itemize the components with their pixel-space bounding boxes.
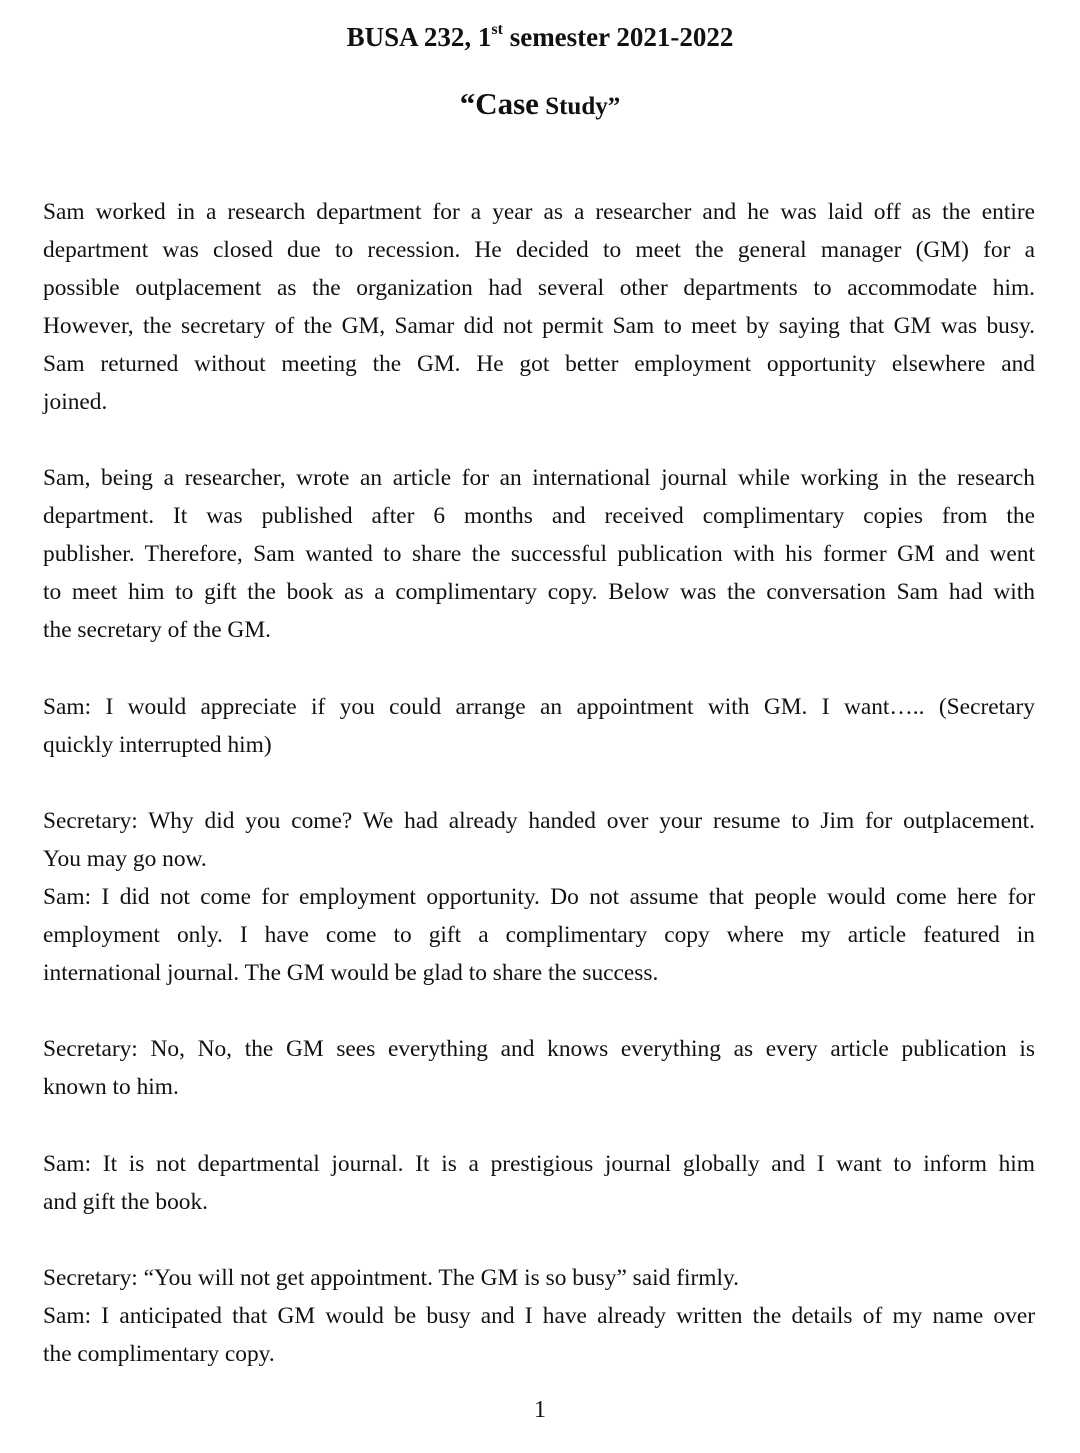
- dialogue-sam-request: [43, 688, 1035, 764]
- dialogue-sam-prestigious: [43, 1145, 1035, 1221]
- text-line: possible outplacement as the organization had several other departments to accommodate him.: [43, 275, 1035, 301]
- text-line: Sam: I would appreciate if you could arrange an appointment with GM. I want….. (Secretary: [43, 694, 1035, 720]
- dialogue-secretary-knows: [43, 1030, 1035, 1106]
- paragraph-intro: [43, 193, 1035, 421]
- dialogue-secretary-busy: [43, 1259, 1035, 1373]
- text-line: However, the secretary of the GM, Samar did not permit Sam to meet by saying that GM was busy.: [43, 313, 1035, 339]
- text-line: publisher. Therefore, Sam wanted to share the successful publication with his former GM and went: [43, 541, 1035, 567]
- course-prefix: BUSA 232, 1: [346, 22, 492, 52]
- title-case: “Case: [459, 86, 539, 121]
- text-line: department. It was published after 6 months and received complimentary copies from the: [43, 503, 1035, 529]
- text-line: Sam: It is not departmental journal. It is a prestigious journal globally and I want to inform him: [43, 1151, 1035, 1177]
- text-line: quickly interrupted him): [43, 732, 272, 758]
- text-line: Secretary: No, No, the GM sees everything and knows everything as every article publication is: [43, 1036, 1035, 1062]
- text-line: known to him.: [43, 1074, 179, 1100]
- text-line: to meet him to gift the book as a complimentary copy. Below was the conversation Sam had with: [43, 579, 1035, 605]
- text-line: Sam worked in a research department for a year as a researcher and he was laid off as the entire: [43, 199, 1035, 225]
- course-suffix: semester 2021-2022: [502, 22, 734, 52]
- text-line: Secretary: “You will not get appointment. The GM is so busy” said firmly.: [43, 1265, 740, 1291]
- text-line: Sam, being a researcher, wrote an article for an international journal while working in the research: [43, 465, 1035, 491]
- dialogue-secretary-sam-exchange: [43, 802, 1035, 992]
- text-line: Sam returned without meeting the GM. He got better employment opportunity elsewhere and: [43, 351, 1035, 377]
- text-line: the secretary of the GM.: [43, 617, 271, 643]
- document-title: [0, 84, 1080, 127]
- text-line: Secretary: Why did you come? We had already handed over your resume to Jim for outplacement.: [43, 808, 1035, 834]
- title-study: Study”: [538, 93, 621, 120]
- course-ordinal-suffix: st: [491, 21, 503, 38]
- paragraph-publication: [43, 459, 1035, 649]
- text-line: the complimentary copy.: [43, 1341, 275, 1367]
- text-line: Sam: I anticipated that GM would be busy and I have already written the details of my name over: [43, 1303, 1035, 1329]
- text-line: employment only. I have come to gift a complimentary copy where my article featured in: [43, 922, 1035, 948]
- text-line: You may go now.: [43, 846, 207, 872]
- page-number: 1: [534, 1397, 546, 1423]
- text-line: international journal. The GM would be glad to share the success.: [43, 960, 659, 986]
- course-heading: [0, 20, 1080, 54]
- text-line: Sam: I did not come for employment opportunity. Do not assume that people would come here for: [43, 884, 1035, 910]
- text-line: department was closed due to recession. He decided to meet the general manager (GM) for a: [43, 237, 1035, 263]
- text-line: and gift the book.: [43, 1189, 209, 1215]
- text-line: joined.: [43, 389, 108, 415]
